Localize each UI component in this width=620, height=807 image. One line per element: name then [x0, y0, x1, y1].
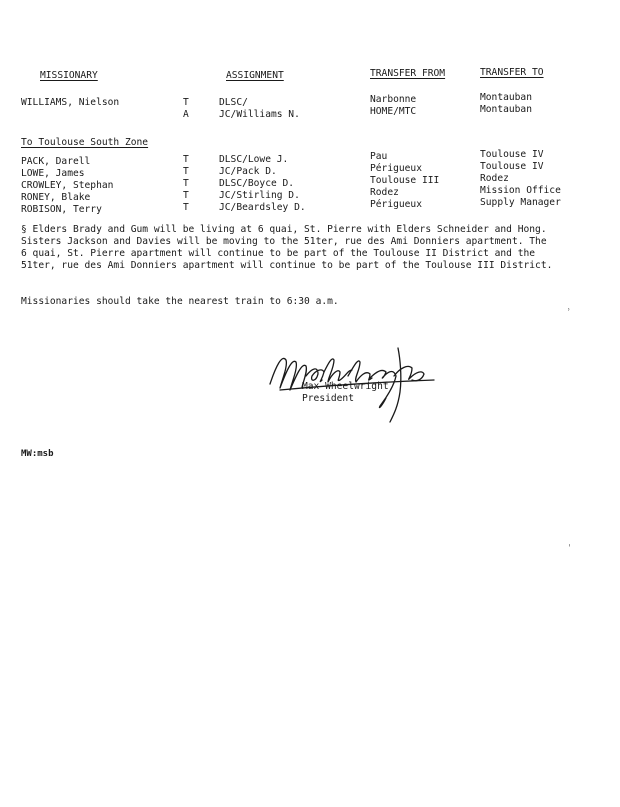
initials: MW:msb — [21, 449, 54, 459]
header-transfer-to: TRANSFER TO — [480, 67, 544, 78]
transfer-to-value: Rodez — [480, 173, 509, 184]
signer-name: Max Wheelwright — [302, 381, 389, 392]
assignment-value: JC/Williams N. — [219, 109, 300, 120]
zone-heading: To Toulouse South Zone — [21, 137, 149, 148]
missionary-name: CROWLEY, Stephan — [21, 180, 114, 191]
transfer-to-value: Montauban — [480, 92, 532, 103]
transfer-to-value: Supply Manager — [480, 197, 561, 208]
note-line: 51ter, rue des Ami Donniers apartment will continue to be part of the Toulouse III District. — [21, 260, 553, 271]
transfer-to-value: Montauban — [480, 104, 532, 115]
note-line: 6 quai, St. Pierre apartment will continue to be part of the Toulouse II District and the — [21, 248, 536, 259]
transfer-from-value: Périgueux — [370, 199, 422, 210]
transfer-from-value: HOME/MTC — [370, 106, 417, 117]
header-transfer-from: TRANSFER FROM — [370, 68, 446, 79]
transfer-code: T — [183, 166, 189, 177]
transfer-code: T — [183, 178, 189, 189]
assignment-value: DLSC/Lowe J. — [219, 154, 289, 165]
missionary-name: LOWE, James — [21, 168, 85, 179]
transfer-from-value: Périgueux — [370, 163, 422, 174]
missionary-name: RONEY, Blake — [21, 192, 91, 203]
assignment-value: DLSC/Boyce D. — [219, 178, 295, 189]
missionary-name: ROBISON, Terry — [21, 204, 102, 215]
header-assignment: ASSIGNMENT — [226, 70, 284, 81]
stray-mark: ʾ — [566, 308, 572, 318]
assignment-value: JC/Stirling D. — [219, 190, 300, 201]
transfer-code: T — [183, 190, 189, 201]
assignment-value: JC/Beardsley D. — [219, 202, 306, 213]
note-line: § Elders Brady and Gum will be living at 6 quai, St. Pierre with Elders Schneider and Hong. — [21, 224, 547, 235]
transfer-from-value: Narbonne — [370, 94, 417, 105]
transfer-code: T — [183, 97, 189, 108]
assignment-value: DLSC/ — [219, 97, 248, 108]
assignment-value: JC/Pack D. — [219, 166, 277, 177]
missionary-name: PACK, Darell — [21, 156, 91, 167]
transfer-to-value: Toulouse IV — [480, 149, 544, 160]
signer-title: President — [302, 393, 354, 404]
transfer-from-value: Toulouse III — [370, 175, 440, 186]
transfer-code: A — [183, 109, 189, 120]
stray-mark: ˌ — [567, 538, 573, 548]
note-line: Sisters Jackson and Davies will be moving to the 51ter, rue des Ami Donniers apartment. The — [21, 236, 547, 247]
transfer-to-value: Mission Office — [480, 185, 561, 196]
header-missionary: MISSIONARY — [40, 70, 98, 81]
transfer-code: T — [183, 154, 189, 165]
transfer-to-value: Toulouse IV — [480, 161, 544, 172]
missionary-name: WILLIAMS, Nielson — [21, 97, 120, 108]
transfer-code: T — [183, 202, 189, 213]
train-note: Missionaries should take the nearest train to 6:30 a.m. — [21, 296, 339, 307]
transfer-from-value: Pau — [370, 151, 388, 162]
transfer-from-value: Rodez — [370, 187, 399, 198]
